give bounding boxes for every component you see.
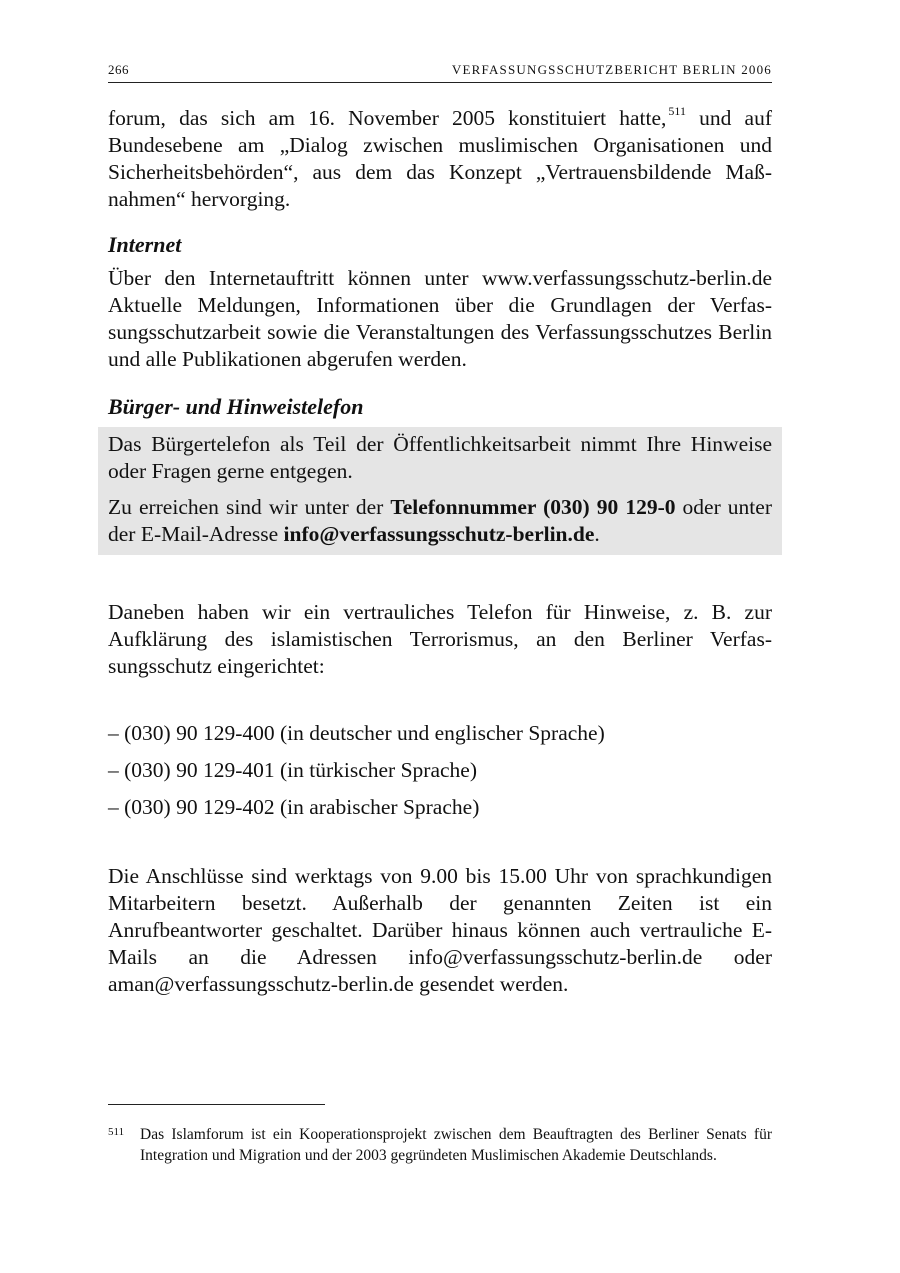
footnote-divider (108, 1104, 325, 1105)
section-heading-hotline: Bürger- und Hinweistelefon (108, 394, 364, 419)
internet-paragraph: Über den Internetauftritt können unter www.verfassungsschutz-berlin.de Aktuelle Meldungen, Informationen über die Grundlagen der Verfassungsschutzarbeit sowie die Veranstaltungen des Verfassungsschutzes Berlin und alle Publikationen abgerufen werden. (108, 266, 772, 371)
intro-text-after-ref: und auf Bundesebene am „Dialog zwischen muslimischen Organisationen und Sicherheitsbehörden“, aus dem das Konzept „Vertrauensbildende Maßnahmen“ hervorging. (108, 106, 772, 211)
closing-paragraph: Die Anschlüsse sind werktags von 9.00 bis 15.00 Uhr von sprachkundigen Mitarbeitern besetzt. Außerhalb der genannten Zeiten ist ein Anrufbeantworter geschaltet. Darüber hinaus können auch vertrauliche E-Mails an die Adressen info@verfassungsschutz-berlin.de oder aman@verfassungsschutz-berlin.de gesendet werden. (108, 864, 772, 996)
footnote-text: Das Islamforum ist ein Kooperationsprojekt zwischen dem Beauftragten des Berliner Senats für Integration und Migration und der 2003 gegründeten Muslimischen Akademie Deutschlands. (140, 1126, 772, 1164)
running-header-title: VERFASSUNGSSCHUTZBERICHT BERLIN 2006 (451, 62, 772, 77)
section-heading-internet: Internet (108, 232, 182, 257)
contact-suffix: . (594, 522, 600, 546)
body-text (108, 105, 772, 998)
hotline-box-paragraph: Das Bürgertelefon als Teil der Öffentlichkeitsarbeit nimmt Ihre Hinweise oder Fragen gerne entgegen. (108, 432, 772, 483)
confidential-phone-list (108, 720, 772, 821)
list-item: – (030) 90 129-401 (in türkischer Sprache) (108, 758, 477, 782)
intro-paragraph (108, 105, 772, 213)
footnote-reference: 511 (668, 104, 686, 118)
running-header (108, 62, 772, 83)
spacer (108, 555, 772, 599)
email-address: info@verfassungsschutz-berlin.de (283, 522, 595, 546)
spacer (108, 680, 772, 720)
list-item: – (030) 90 129-400 (in deutscher und englischer Sprache) (108, 721, 605, 745)
footnote-number: 511 (108, 1126, 125, 1138)
list-item: – (030) 90 129-402 (in arabischer Sprache) (108, 795, 480, 819)
phone-number: Telefonnummer (030) 90 129-0 (390, 495, 676, 519)
hotline-contact-paragraph (108, 494, 772, 548)
footnote (108, 1124, 772, 1166)
hotline-info-box (98, 427, 782, 555)
contact-middle: oder unter der E-Mail-Adresse (108, 495, 772, 546)
contact-prefix: Zu erreichen sind wir unter der (108, 495, 391, 519)
intro-text-before-ref: forum, das sich am 16. November 2005 konstituiert hatte, (108, 106, 667, 130)
page-number: 266 (108, 62, 129, 77)
spacer (108, 831, 772, 863)
confidential-phone-paragraph: Daneben haben wir ein vertrauliches Telefon für Hinweise, z. B. zur Aufklärung des islamistischen Terrorismus, an den Berliner Verfassungsschutz eingerichtet: (108, 600, 772, 678)
